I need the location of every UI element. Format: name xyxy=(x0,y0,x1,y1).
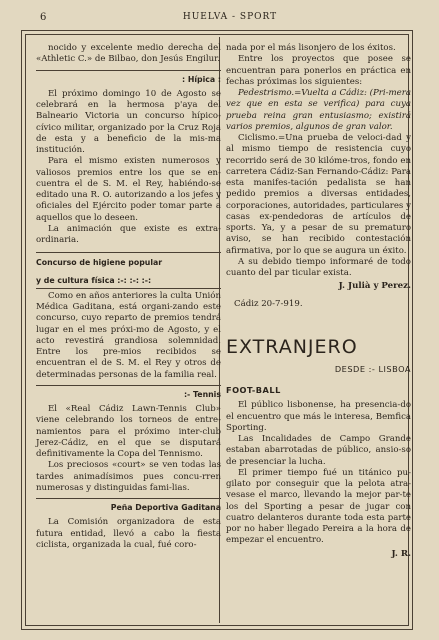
page-border xyxy=(21,30,413,630)
right-column xyxy=(226,43,411,560)
paragraph: Entre los proyectos que posee se encuentran para ponerlos en práctica en fechas próximas los siguientes: xyxy=(226,54,411,87)
paragraph: Los preciosos «court» se ven todas las tardes animadísimos pues concu-rren numerosas y distinguidas fami-lias. xyxy=(36,460,221,493)
paragraph: El primer tiempo fué un titánico pu-gilato por conseguir que la pelota atra-vesase el marco, llevando la mejor par-te los del Sporting a pesar de jugar con cuatro delanteros durante toda esta parte por no haber llegado Pereira a la hora de empezar el encuentro. xyxy=(226,467,411,546)
page-inner-border xyxy=(25,34,409,626)
page-number: 6 xyxy=(40,12,47,23)
section-heading-higiene: Concurso de higiene popular xyxy=(36,252,221,268)
paragraph: Como en años anteriores la culta Unión Médica Gaditana, está organi-zando este concurso, cuyo reparto de premios tendrá lugar en el mes próxi-mo de Agosto, y el acto revestirá grandiosa solemnidad. Entre los pre-mios recibidos se encuentran el de S. M. el Rey y otros de determinadas personas de la familia real. xyxy=(36,290,221,380)
paragraph: nocido y excelente medio derecha del «Athletic C.» de Bilbao, don Jesús Engilur. xyxy=(36,43,221,65)
section-heading-hipica: : Hípica : xyxy=(36,70,221,85)
paragraph: nada por el más lisonjero de los éxitos. xyxy=(226,43,396,53)
paragraph: El público lisbonense, ha presencia-do el encuentro que más le interesa, Bemfica Sporting. xyxy=(226,400,411,433)
subheading-desde-lisboa: DESDE :- LISBOA xyxy=(334,363,411,374)
paragraph: El próximo domingo 10 de Agosto se celebrará en la hermosa p'aya del Balneario Victoria un concurso hípico-cívico militar, organizado por la Cruz Roja de esta y a beneficio de la mis-ma institución. xyxy=(36,88,221,155)
paragraph: La animación que existe es extra-ordinaria. xyxy=(36,223,221,245)
dateline: Cádiz 20-7-919. xyxy=(234,298,303,309)
author-signature: J. Julià y Perez. xyxy=(338,281,411,292)
paragraph: Pedestrismo.=Vuelta a Cádiz: (Pri-mera vez que en esta se verifica) para cuya prueba reina gran entusiasmo; existirá varios premios, algunos de gran valor. xyxy=(226,88,411,132)
page-header xyxy=(40,12,420,26)
paragraph: Las Incalidades de Campo Grande estaban abarrotadas de público, ansio-so de presenciar la lucha. xyxy=(226,434,411,467)
paragraph: La Comisión organizadora de esta futura entidad, llevó a cabo la fiesta ciclista, organizada la cual, fué coro- xyxy=(36,517,221,550)
paragraph: El «Real Cádiz Lawn-Tennis Club» viene celebrando los torneos de entre-namientos para el próximo inter-club Jerez-Cádiz, en el que se disputará definitivamente la Copa del Tennismo. xyxy=(36,404,221,459)
subheading-football: FOOT-BALL xyxy=(226,385,281,395)
section-heading-pena: Peña Deportiva Gaditana xyxy=(36,498,221,513)
paragraph: Ciclismo.=Una prueba de veloci-dad y al mismo tiempo de resistencia cuyo recorrido será de 30 kilóme-tros, fondo en carretera Cádiz-San Fernando-Cádiz: Para esta manifes-tación pedalista se han pedido premios a diversas entidades, corporaciones, autoridades, particulares y casas ex-pendedoras de artículos de sports. Ya, y a pesar de su prematuro aviso, se han recibido contestación afirmativa, por lo que se augura un éxito. xyxy=(226,133,411,256)
running-title: HUELVA - SPORT xyxy=(182,12,278,22)
section-heading-higiene-2: y de cultura física :-: :-: :-: xyxy=(36,275,221,289)
left-column xyxy=(36,43,221,551)
paragraph: A su debido tiempo informaré de todo cuanto del par ticular exista. xyxy=(226,256,411,278)
section-heading-tennis: :- Tennis xyxy=(36,385,221,400)
section-title-extranjero: EXTRANJERO xyxy=(226,335,358,358)
author-signature: J. R. xyxy=(391,548,411,559)
paragraph: Para el mismo existen numerosos y valiosos premios entre los que se en-cuentra el de S. M. el Rey, habiéndo-se editado una R. O. autorizando a los jefes y oficiales del Ejército poder tomar parte a aquellos que lo deseen. xyxy=(36,156,221,223)
